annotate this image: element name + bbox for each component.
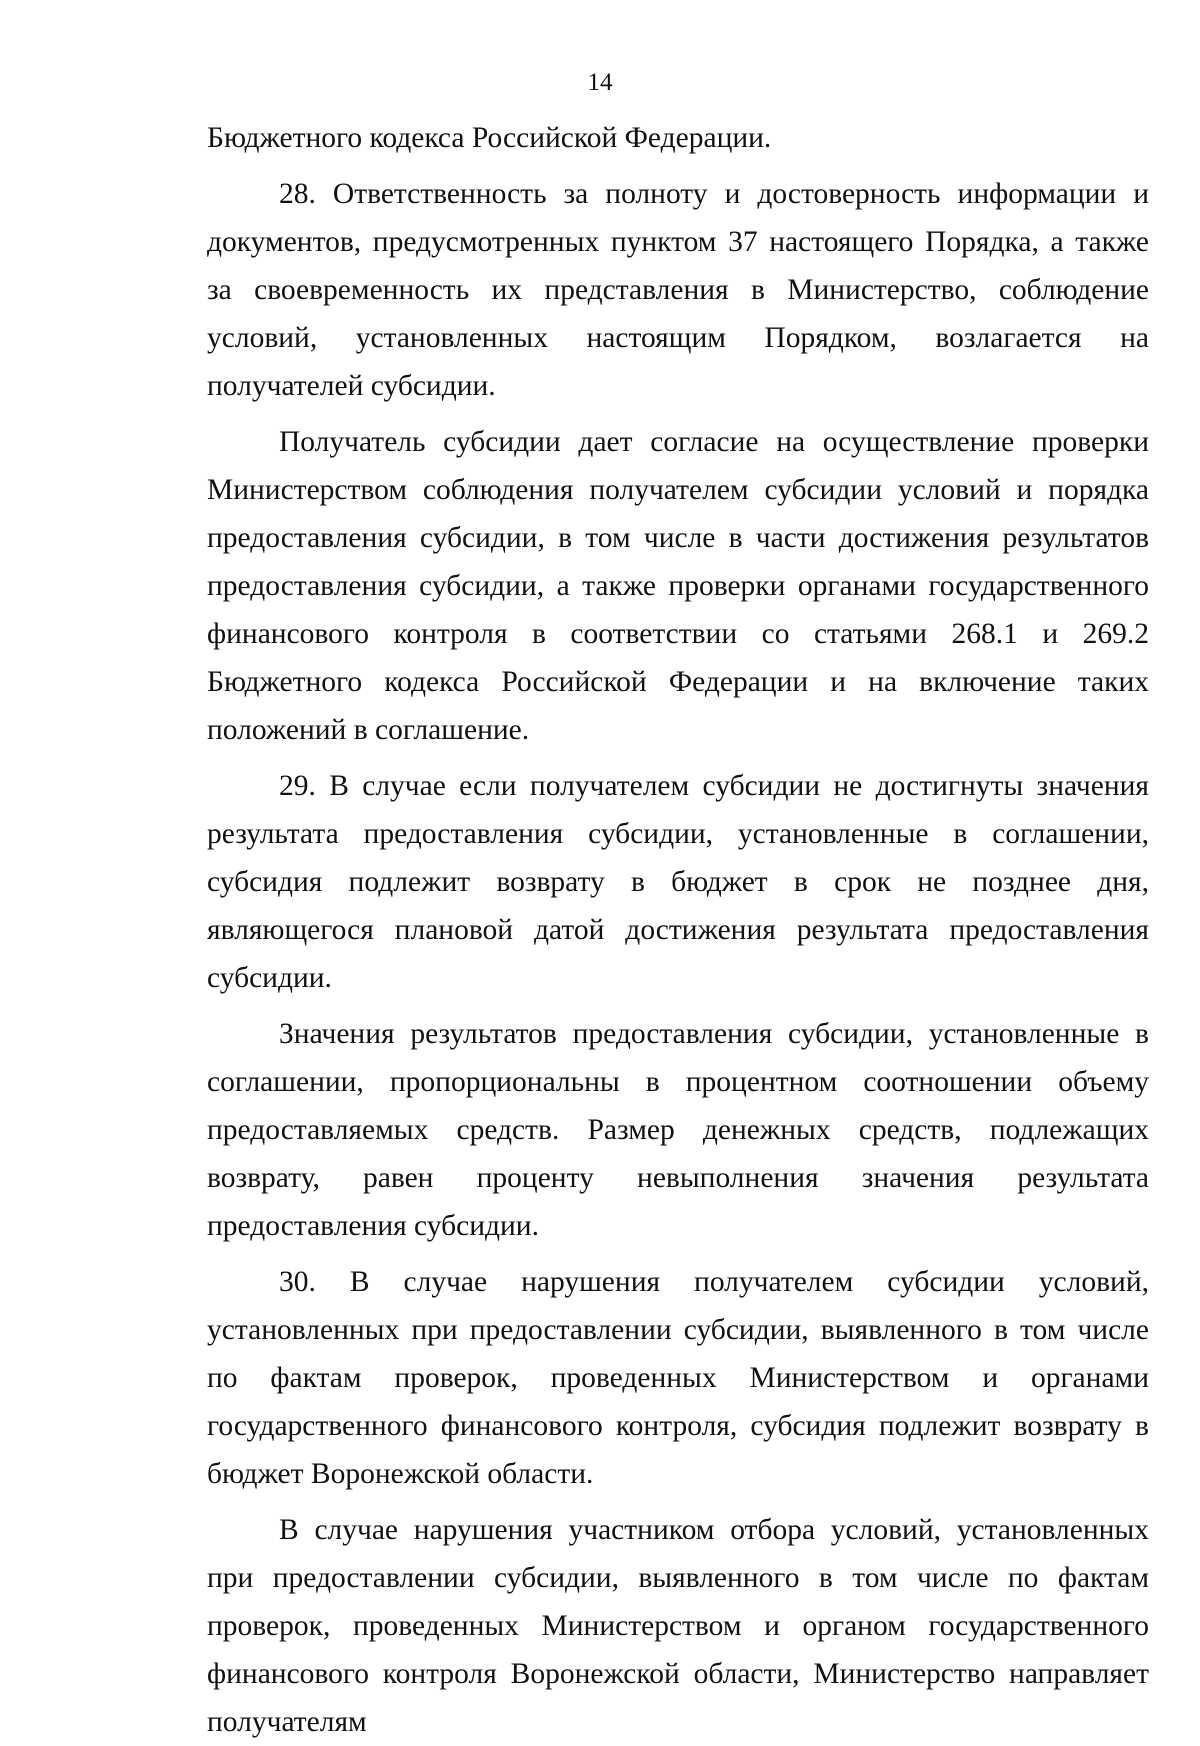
document-body [207, 114, 1149, 1746]
paragraph-continuation: Бюджетного кодекса Российской Федерации. [207, 122, 772, 154]
page-number: 14 [587, 69, 613, 96]
paragraph-result-values: Значения результатов предоставления субсидии, установленные в соглашении, пропорциональны в процентном соотношении объему предоставляемых средств. Размер денежных средств, подлежащих возврату, равен проценту невыполнения значения результата предоставления субсидии. [207, 1018, 1149, 1242]
paragraph-item-30: 30. В случае нарушения получателем субсидии условий, установленных при предоставлении субсидии, выявленного в том числе по фактам проверок, проведенных Министерством и органами государственного финансового контроля, субсидия подлежит возврату в бюджет Воронежской области. [207, 1266, 1149, 1490]
paragraph-violation: В случае нарушения участником отбора условий, установленных при предоставлении субсидии, выявленного в том числе по фактам проверок, проведенных Министерством и органом государственного финансового контроля Воронежской области, Министерство направляет получателям [207, 1514, 1149, 1738]
paragraph-item-29: 29. В случае если получателем субсидии не достигнуты значения результата предоставления субсидии, установленные в соглашении, субсидия подлежит возврату в бюджет в срок не позднее дня, являющегося плановой датой достижения результата предоставления субсидии. [207, 770, 1149, 994]
paragraph-consent: Получатель субсидии дает согласие на осуществление проверки Министерством соблюдения получателем субсидии условий и порядка предоставления субсидии, в том числе в части достижения результатов предоставления субсидии, а также проверки органами государственного финансового контроля в соответствии со статьями 268.1 и 269.2 Бюджетного кодекса Российской Федерации и на включение таких положений в соглашение. [207, 426, 1149, 746]
paragraph-item-28: 28. Ответственность за полноту и достоверность информации и документов, предусмотренных пунктом 37 настоящего Порядка, а также за своевременность их представления в Министерство, соблюдение условий, установленных настоящим Порядком, возлагается на получателей субсидии. [207, 178, 1149, 402]
